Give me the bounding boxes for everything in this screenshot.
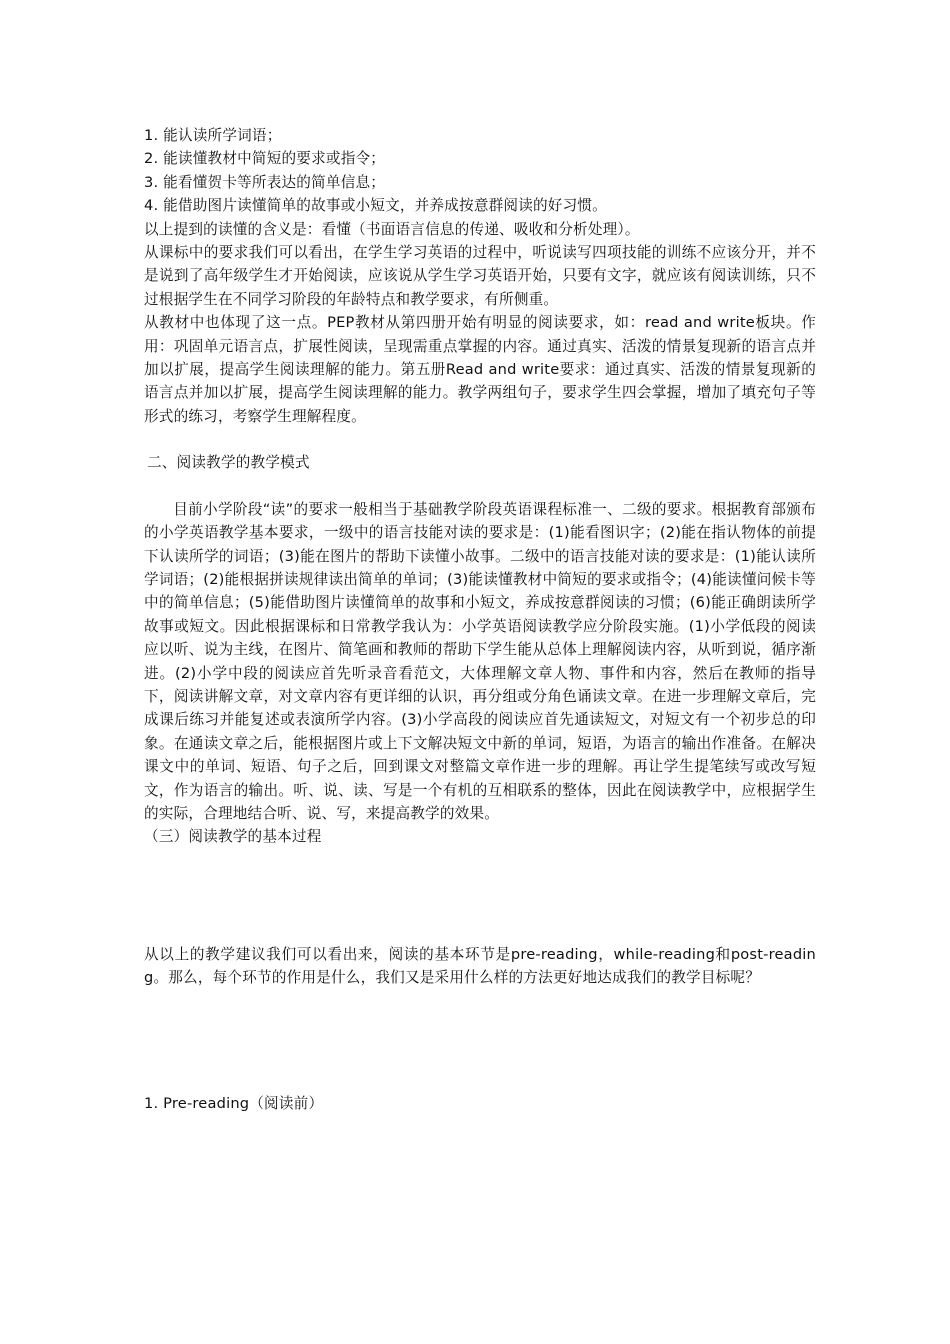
list-item: 1. 能认读所学词语；: [144, 127, 282, 144]
list-item: 3. 能看懂贺卡等所表达的简单信息；: [144, 173, 386, 191]
paragraph-reading-process: 从以上的教学建议我们可以看出来，阅读的基本环节是pre-reading，while-reading和post-reading。那么，每个环节的作用是什么，我们又是采用什么样的方法更好地达成我们的教学目标呢？: [144, 945, 816, 987]
subsection-heading: （三）阅读教学的基本过程: [144, 828, 322, 846]
paragraph-curriculum: 从课标中的要求我们可以看出，在学生学习英语的过程中，听说读写四项技能的训练不应该分开，并不是说到了高年级学生才开始阅读，应该说从学生学习英语开始，只要有文字，就应该有阅读训练，只不过根据学生在不同学习阶段的年龄特点和教学要求，有所侧重。: [144, 244, 816, 308]
document-body: [144, 124, 816, 1115]
subsection-heading-pre-reading: 1. Pre-reading（阅读前）: [144, 1094, 324, 1112]
list-item: 2. 能读懂教材中简短的要求或指令；: [144, 150, 386, 168]
spacer: [144, 475, 816, 498]
spacer: [144, 849, 816, 943]
paragraph-textbook: 从教材中也体现了这一点。PEP教材从第四册开始有明显的阅读要求，如：read and write板块。作用：巩固单元语言点，扩展性阅读，呈现需重点掌握的内容。通过真实、活泼的情景复现新的语言点并加以扩展，提高学生阅读理解的能力。第五册Read and write要求：通过真实、活泼的情景复现新的语言点并加以扩展，提高学生阅读理解的能力。教学两组句子，要求学生四会掌握，增加了填充句子等形式的练习，考察学生理解程度。: [144, 314, 816, 425]
spacer: [144, 428, 816, 451]
list-item: 4. 能借助图片读懂简单的故事或小短文，并养成按意群阅读的好习惯。: [144, 197, 607, 215]
spacer: [144, 990, 816, 1092]
paragraph-meaning: 以上提到的读懂的含义是：看懂（书面语言信息的传递、吸收和分析处理）。: [144, 220, 640, 238]
section-heading: 二、阅读教学的教学模式: [147, 454, 310, 472]
paragraph-teaching-model: 目前小学阶段“读”的要求一般相当于基础教学阶段英语课程标准一、二级的要求。根据教育部颁布的小学英语教学基本要求，一级中的语言技能对读的要求是：(1)能看图识字；(2)能在指认物体的前提下认读所学的词语；(3)能在图片的帮助下读懂小故事。二级中的语言技能对读的要求是：(1)能认读所学词语；(2)能根据拼读规律读出简单的单词；(3)能读懂教材中简短的要求或指令；(4)能读懂问候卡等中的简单信息；(5)能借助图片读懂简单的故事和小短文，养成按意群阅读的习惯；(6)能正确朗读所学故事或短文。因此根据课标和日常教学我认为：小学英语阅读教学应分阶段实施。(1)小学低段的阅读应以听、说为主线，在图片、简笔画和教师的帮助下学生能从总体上理解阅读内容，从听到说，循序渐进。(2)小学中段的阅读应首先听录音看范文，大体理解文章人物、事件和内容，然后在教师的指导下，阅读讲解文章，对文章内容有更详细的认识，再分组或分角色诵读文章。在进一步理解文章后，完成课后练习并能复述或表演所学内容。(3)小学高段的阅读应首先通读短文，对短文有一个初步总的印象。在通读文章之后，能根据图片或上下文解决短文中新的单词，短语，为语言的输出作准备。在解决课文中的单词、短语、句子之后，回到课文对整篇文章作进一步的理解。再让学生提笔续写或改写短文，作为语言的输出。听、说、读、写是一个有机的互相联系的整体，因此在阅读教学中，应根据学生的实际，合理地结合听、说、写，来提高教学的效果。: [144, 500, 816, 822]
